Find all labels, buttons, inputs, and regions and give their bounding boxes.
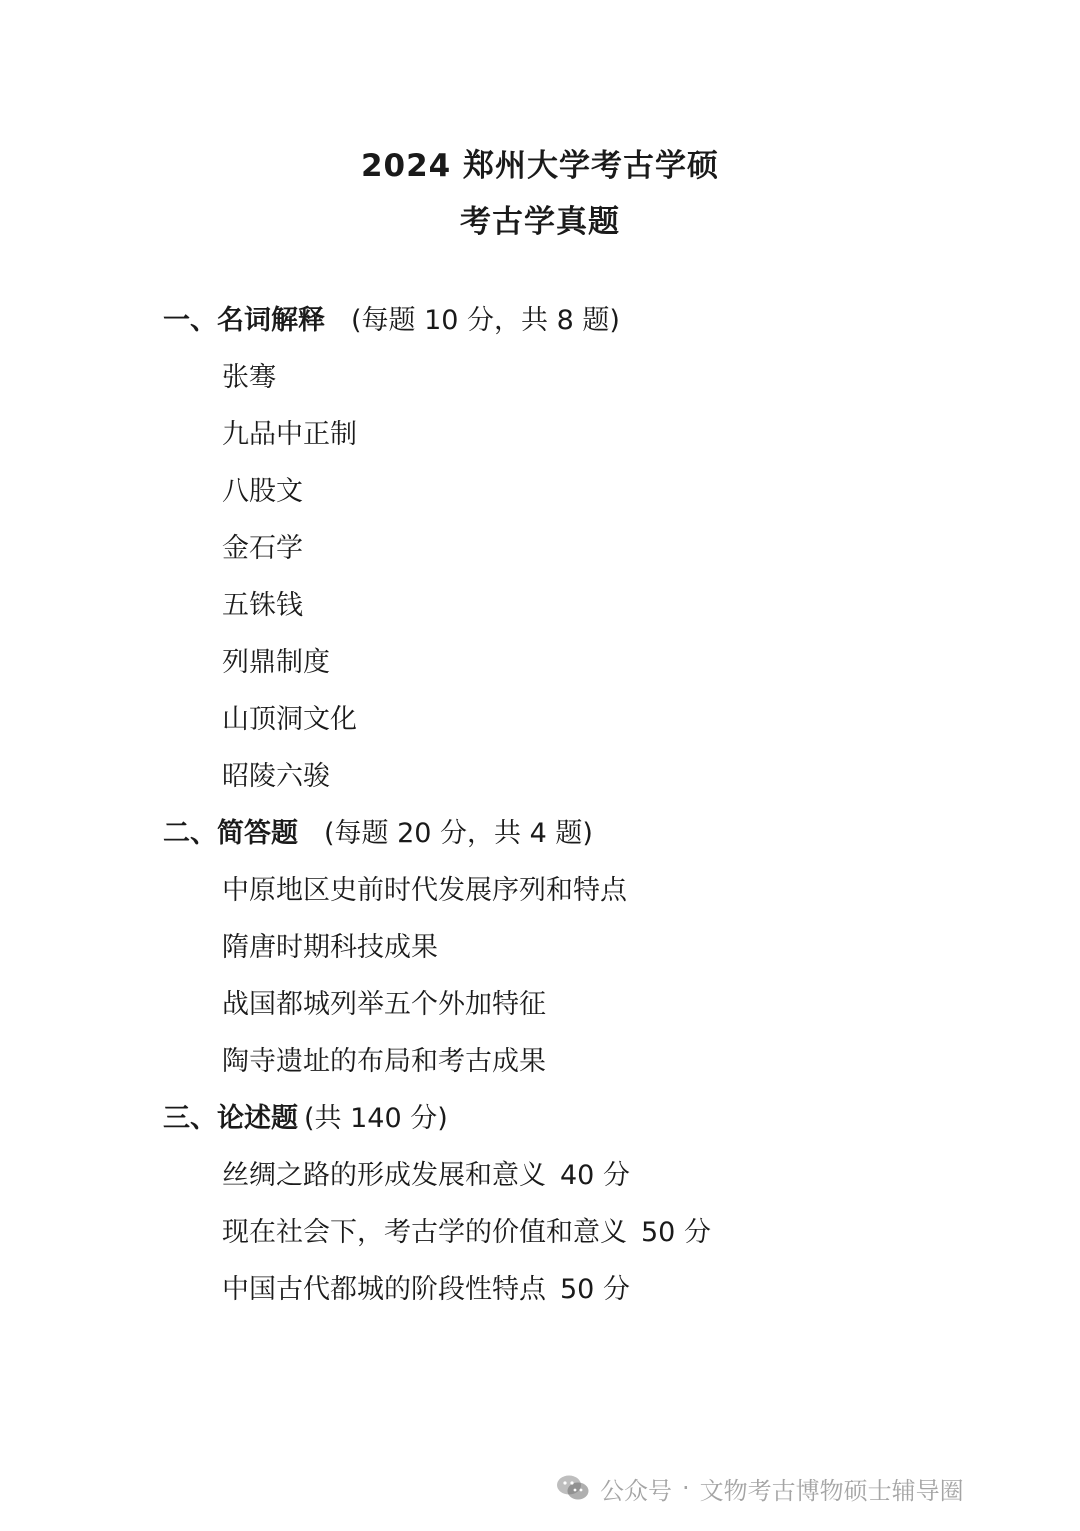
- list-item: 九品中正制: [222, 419, 357, 450]
- item-score: 40 分: [560, 1160, 630, 1191]
- list-item: [222, 1210, 711, 1249]
- list-item: 中原地区史前时代发展序列和特点: [222, 875, 627, 906]
- page-title: 2024 郑州大学考古学硕: [360, 148, 720, 184]
- section-note: (每题 20 分，共 4 题): [324, 818, 593, 849]
- section-name: 二、简答题: [163, 818, 298, 849]
- list-item: 昭陵六骏: [222, 761, 330, 792]
- watermark-label: 公众号: [600, 1476, 672, 1505]
- wechat-icon: [556, 1474, 590, 1502]
- item-score: 50 分: [641, 1217, 711, 1248]
- item-text: 现在社会下，考古学的价值和意义: [222, 1217, 627, 1248]
- section-name: 三、论述题: [163, 1103, 298, 1134]
- item-text: 中国古代都城的阶段性特点: [222, 1274, 546, 1305]
- list-item: 五铢钱: [222, 590, 303, 621]
- section-heading-1: [163, 298, 620, 337]
- list-item: 隋唐时期科技成果: [222, 932, 438, 963]
- list-item: 金石学: [222, 533, 303, 564]
- page-subtitle: 考古学真题: [460, 204, 620, 240]
- list-item: 战国都城列举五个外加特征: [222, 989, 546, 1020]
- item-score: 50 分: [560, 1274, 630, 1305]
- list-item: 张骞: [222, 362, 276, 393]
- section-note: (每题 10 分，共 8 题): [351, 305, 620, 336]
- list-item: 陶寺遗址的布局和考古成果: [222, 1046, 546, 1077]
- list-item: [222, 1267, 630, 1306]
- list-item: 列鼎制度: [222, 647, 330, 678]
- section-note: (共 140 分): [304, 1103, 448, 1134]
- list-item: 八股文: [222, 476, 303, 507]
- list-item: [222, 1153, 630, 1192]
- list-item: 山顶洞文化: [222, 704, 357, 735]
- watermark-account: 文物考古博物硕士辅导圈: [699, 1476, 964, 1505]
- section-heading-3: [163, 1096, 448, 1135]
- item-text: 丝绸之路的形成发展和意义: [222, 1160, 546, 1191]
- section-heading-2: [163, 811, 593, 850]
- watermark-separator: ·: [682, 1474, 690, 1502]
- section-name: 一、名词解释: [163, 305, 325, 336]
- watermark: [556, 1468, 964, 1508]
